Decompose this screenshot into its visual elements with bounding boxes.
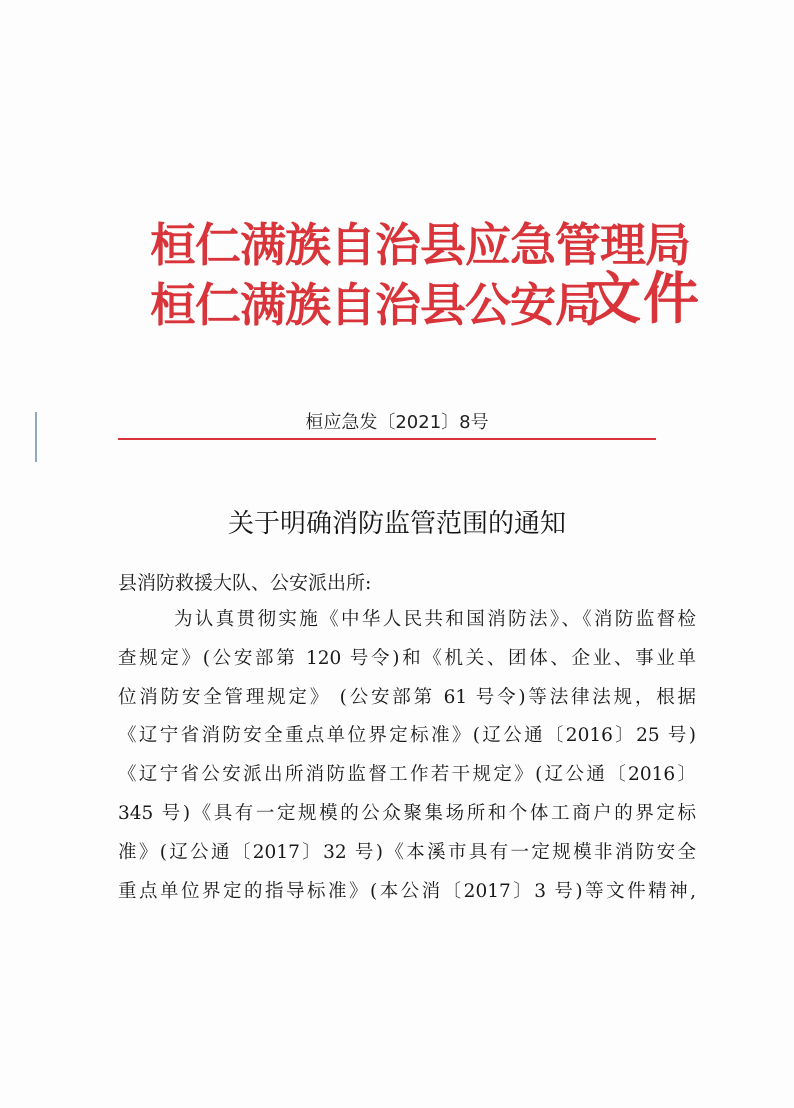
- body-line: 345 号)《具有一定规模的公众聚集场所和个体工商户的界定标: [118, 802, 696, 824]
- body-line: 准》(辽公通〔2017〕32 号)《本溪市具有一定规模非消防安全: [118, 841, 696, 863]
- notice-title: 关于明确消防监管范围的通知: [227, 509, 566, 539]
- body-line: 位消防安全管理规定》 (公安部第 61 号令)等法律法规，根据: [118, 686, 696, 708]
- document-number: 桓应急发〔2021〕8号: [305, 412, 489, 433]
- body-line: 《辽宁省公安派出所消防监督工作若干规定》(辽公通〔2016〕: [118, 764, 696, 786]
- body-line: 《辽宁省消防安全重点单位界定标准》(辽公通〔2016〕25 号): [118, 725, 696, 747]
- agency-line-1: 桓仁满族自治县应急管理局: [150, 218, 690, 272]
- body-line: 为认真贯彻实施《中华人民共和国消防法》、《消防监督检: [174, 609, 696, 630]
- body-line: 重点单位界定的指导标准》(本公消〔2017〕3 号)等文件精神,: [118, 880, 696, 902]
- body-text: [118, 601, 696, 911]
- red-divider: [118, 438, 656, 440]
- agency-line-2: 桓仁满族自治县公安局: [150, 278, 600, 332]
- body-line: 查规定》(公安部第 120 号令)和《机关、团体、企业、事业单: [118, 647, 696, 669]
- document-label: 文件: [585, 267, 701, 332]
- salutation: 县消防救援大队、公安派出所:: [118, 572, 372, 594]
